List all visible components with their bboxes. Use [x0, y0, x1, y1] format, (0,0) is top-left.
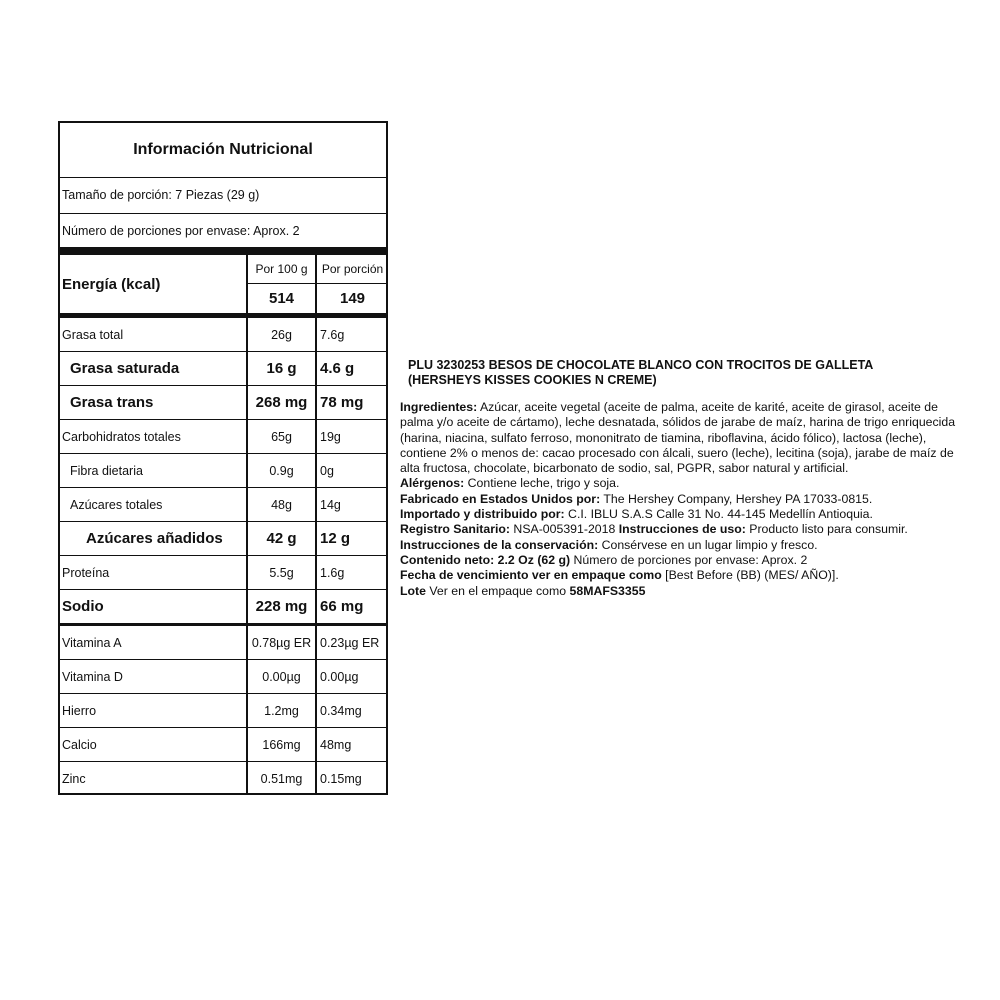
net-content [400, 553, 960, 568]
nutrient-value-portion: 78 mg [320, 394, 364, 411]
nutrient-label: Vitamina D [62, 669, 123, 684]
nutrient-label: Grasa total [62, 327, 124, 342]
allergens-text: Contiene leche, trigo y soja. [464, 476, 620, 491]
nutrient-value-100g: 228 mg [255, 598, 308, 615]
nutrient-row-trans-fat [60, 386, 386, 420]
nutrient-value-portion: 14g [320, 497, 341, 512]
plu-line-2: (HERSHEYS KISSES COOKIES N CREME) [408, 373, 657, 387]
registry-text: NSA-005391-2018 [510, 522, 619, 537]
nutrient-row-vitamin-a [60, 626, 386, 660]
allergens [400, 476, 960, 491]
nutrient-value-portion: 12 g [320, 530, 351, 547]
nutrient-row-sodium [60, 590, 386, 626]
nutrient-row-iron [60, 694, 386, 728]
importer-text: C.I. IBLU S.A.S Calle 31 No. 44-145 Medellín Antioquia. [564, 507, 873, 522]
registry-and-usage [400, 522, 960, 553]
nutrient-label: Fibra dietaria [70, 463, 143, 478]
nutrient-label: Zinc [62, 772, 86, 786]
manufacturer [400, 492, 960, 507]
nutrient-row-saturated-fat [60, 352, 386, 386]
expiry-date [400, 568, 960, 583]
nutrient-value-100g: 0.00µg [262, 669, 301, 684]
nutrient-value-portion: 7.6g [320, 327, 345, 342]
usage-label: Instrucciones de uso: [618, 522, 746, 537]
nutrient-label: Calcio [62, 737, 97, 752]
nutrient-label: Grasa saturada [70, 360, 180, 377]
nutrient-row-protein [60, 556, 386, 590]
nutrient-value-100g: 1.2mg [264, 703, 299, 718]
nutrient-value-portion: 48mg [320, 737, 352, 752]
ingredients [400, 400, 960, 476]
usage-text: Producto listo para consumir. [745, 522, 908, 537]
nutrient-value-100g: 268 mg [255, 394, 308, 411]
nutrient-value-100g: 48g [271, 497, 292, 512]
nutrient-row-zinc [60, 762, 386, 796]
net-content-text: Número de porciones por envase: Aprox. 2 [570, 552, 808, 567]
servings-per-container: Número de porciones por envase: Aprox. 2 [62, 223, 300, 238]
plu-line-1: PLU 3230253 BESOS DE CHOCOLATE BLANCO CON TROCITOS DE GALLETA [408, 358, 874, 372]
conservation-label: Instrucciones de la conservación: [400, 537, 599, 552]
expiry-text: [Best Before (BB) (MES/ AÑO)]. [661, 568, 839, 583]
nutrient-value-portion: 0g [320, 463, 334, 478]
importer-label: Importado y distribuido por: [400, 507, 565, 522]
net-content-label: Contenido neto: 2.2 Oz (62 g) [400, 552, 571, 567]
nutrient-value-portion: 1.6g [320, 565, 345, 580]
nutrient-value-100g: 0.51mg [260, 772, 303, 786]
product-info [400, 358, 960, 599]
nutrient-value-100g: 0.9g [269, 463, 294, 478]
registry-label: Registro Sanitario: [400, 522, 511, 537]
nutrient-value-portion: 0.15mg [320, 772, 362, 786]
nutrient-value-portion: 0.34mg [320, 703, 362, 718]
nutrient-value-100g: 0.78µg ER [251, 635, 312, 650]
nutrient-value-100g: 26g [271, 327, 292, 342]
nutrition-facts-panel [58, 121, 388, 795]
nutrient-value-100g: 5.5g [269, 565, 294, 580]
per-100g-header: Por 100 g [255, 262, 308, 276]
nutrient-label: Azúcares totales [70, 497, 163, 512]
lot-text: Ver en el empaque como [425, 583, 570, 598]
energy-per-portion: 149 [339, 290, 366, 307]
nutrition-title: Información Nutricional [60, 123, 386, 178]
nutrient-label: Vitamina A [62, 635, 122, 650]
nutrient-value-portion: 66 mg [320, 598, 364, 615]
conservation-text: Consérvese en un lugar limpio y fresco. [598, 537, 818, 552]
allergens-label: Alérgenos: [400, 476, 465, 491]
nutrient-label: Azúcares añadidos [86, 530, 223, 547]
nutrient-value-portion: 4.6 g [320, 360, 355, 377]
nutrient-value-portion: 19g [320, 429, 341, 444]
nutrient-row-vitamin-d [60, 660, 386, 694]
nutrient-row-carbohydrates [60, 420, 386, 454]
nutrient-value-100g: 65g [271, 429, 292, 444]
portion-size: Tamaño de porción: 7 Piezas (29 g) [60, 177, 386, 214]
nutrient-value-100g: 16 g [266, 360, 297, 377]
per-portion-header: Por porción [321, 262, 384, 276]
energy-label: Energía (kcal) [62, 275, 161, 293]
nutrient-value-portion: 0.23µg ER [320, 635, 380, 650]
lot-label: Lote [400, 583, 426, 598]
nutrient-value-100g: 166mg [262, 737, 301, 752]
nutrient-row-total-sugars [60, 488, 386, 522]
nutrient-label: Sodio [62, 598, 104, 615]
lot-code: 58MAFS3355 [569, 583, 646, 598]
nutrient-row-calcium [60, 728, 386, 762]
nutrient-label: Carbohidratos totales [62, 429, 181, 444]
nutrient-row-fiber [60, 454, 386, 488]
ingredients-label: Ingredientes: [400, 400, 478, 414]
importer [400, 507, 960, 522]
expiry-label: Fecha de vencimiento ver en empaque como [400, 568, 662, 583]
nutrient-value-100g: 42 g [266, 530, 297, 547]
manufacturer-label: Fabricado en Estados Unidos por: [400, 491, 601, 506]
lot [400, 584, 960, 599]
nutrient-label: Hierro [62, 703, 97, 718]
thick-divider [60, 247, 386, 255]
nutrient-row-total-fat [60, 318, 386, 352]
nutrient-label: Grasa trans [70, 394, 154, 411]
energy-per-100g: 514 [268, 290, 295, 307]
product-heading [408, 358, 960, 388]
manufacturer-text: The Hershey Company, Hershey PA 17033-0815. [600, 491, 873, 506]
ingredients-text: Azúcar, aceite vegetal (aceite de palma, aceite de karité, aceite de girasol, aceite de palma y/o aceite de cártamo), leche desnatada, sólidos de jarabe de maíz, harina de trigo enriquecida (harina, niacina, sulfato ferroso, mononitrato de tiamina, riboflavina, ácido fólico), lactosa (leche), contiene 2% o menos de: cacao procesado con álcali, suero (leche), lecitina (soja), jarabe de maíz de alta fructosa, chocolate, bicarbonato de sodio, sal, PGPR, sabor natural y artificial. [400, 400, 956, 476]
nutrient-value-portion: 0.00µg [320, 669, 359, 684]
nutrient-label: Proteína [62, 565, 110, 580]
nutrient-row-added-sugars [60, 522, 386, 556]
